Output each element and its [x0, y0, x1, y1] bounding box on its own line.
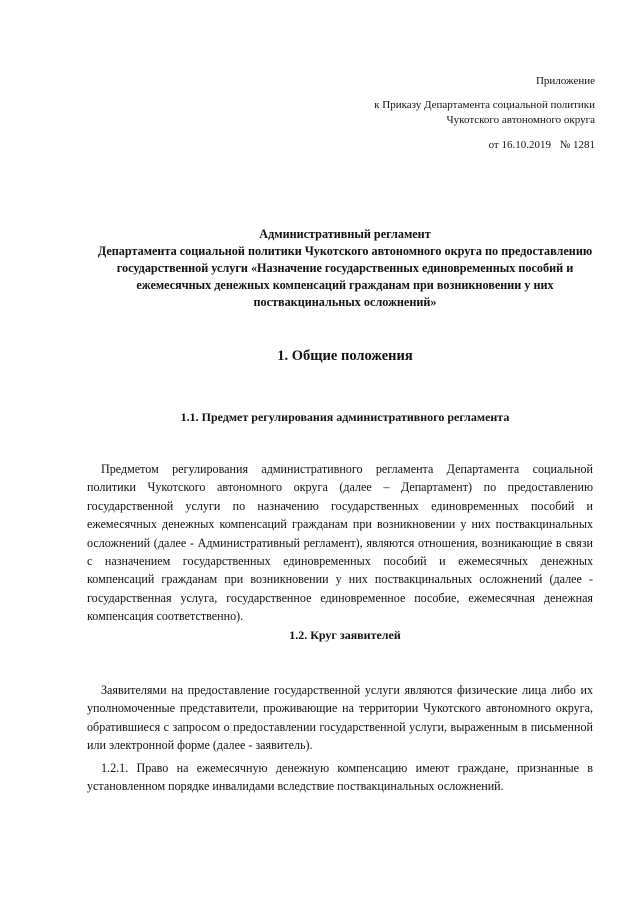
- appendix-date-line: [374, 138, 595, 153]
- title-line-3: государственной услуги «Назначение государственных единовременных пособий и: [116, 261, 574, 275]
- appendix-label: Приложение: [535, 75, 595, 87]
- paragraph-1-2-1: [87, 759, 593, 796]
- subsection-heading-1-2: 1.2. Круг заявителей: [289, 628, 401, 642]
- appendix-order-line: к Приказу Департамента социальной политики: [374, 99, 595, 111]
- order-number: № 1281: [559, 139, 595, 151]
- paragraph-subject-text: Предметом регулирования административного регламента Департамента социальной политики Чукотского автономного округа (далее – Департамент) по предоставлению государственной услуги по назначению государственных единовременных пособий и ежемесячных денежных компенсаций гражданам при возникновении у них поствакцинальных осложнений (далее - Административный регламент), являются отношения, возникающие в связи с назначением государственных единовременных пособий и ежемесячных денежных компенсаций гражданам при возникновении у них поствакцинальных осложнений (далее - государственная услуга, государственное единовременное пособие, ежемесячная денежная компенсация соответственно).: [87, 462, 593, 624]
- title-line-2: Департамента социальной политики Чукотского автономного округа по предоставлению: [97, 244, 593, 258]
- appendix-block: [374, 74, 595, 153]
- order-date: 16.10.2019: [501, 139, 551, 151]
- title-line-1: Административный регламент: [259, 227, 431, 241]
- paragraph-1-2-1-text: 1.2.1. Право на ежемесячную денежную компенсацию имеют граждане, признанные в установленном порядке инвалидами вследствие поствакцинальных осложнений.: [87, 761, 593, 794]
- document-title: [50, 226, 640, 311]
- paragraph-subject: [87, 460, 593, 626]
- date-prefix: от: [488, 139, 499, 151]
- section-heading: 1. Общие положения: [277, 348, 413, 364]
- subsection-heading-1-1: 1.1. Предмет регулирования административного регламента: [180, 410, 510, 424]
- title-line-4: ежемесячных денежных компенсаций гражданам при возникновении у них: [136, 278, 554, 292]
- paragraph-applicants-text: Заявителями на предоставление государственной услуги являются физические лица либо их уполномоченные представители, проживающие на территории Чукотского автономного округа, обратившиеся с запросом о предоставлении государственной услуги, выраженным в письменной или электронной форме (далее - заявитель).: [87, 683, 593, 753]
- appendix-region-line: Чукотского автономного округа: [446, 114, 595, 126]
- title-line-5: поствакцинальных осложнений»: [253, 295, 437, 309]
- paragraph-applicants: [87, 681, 593, 755]
